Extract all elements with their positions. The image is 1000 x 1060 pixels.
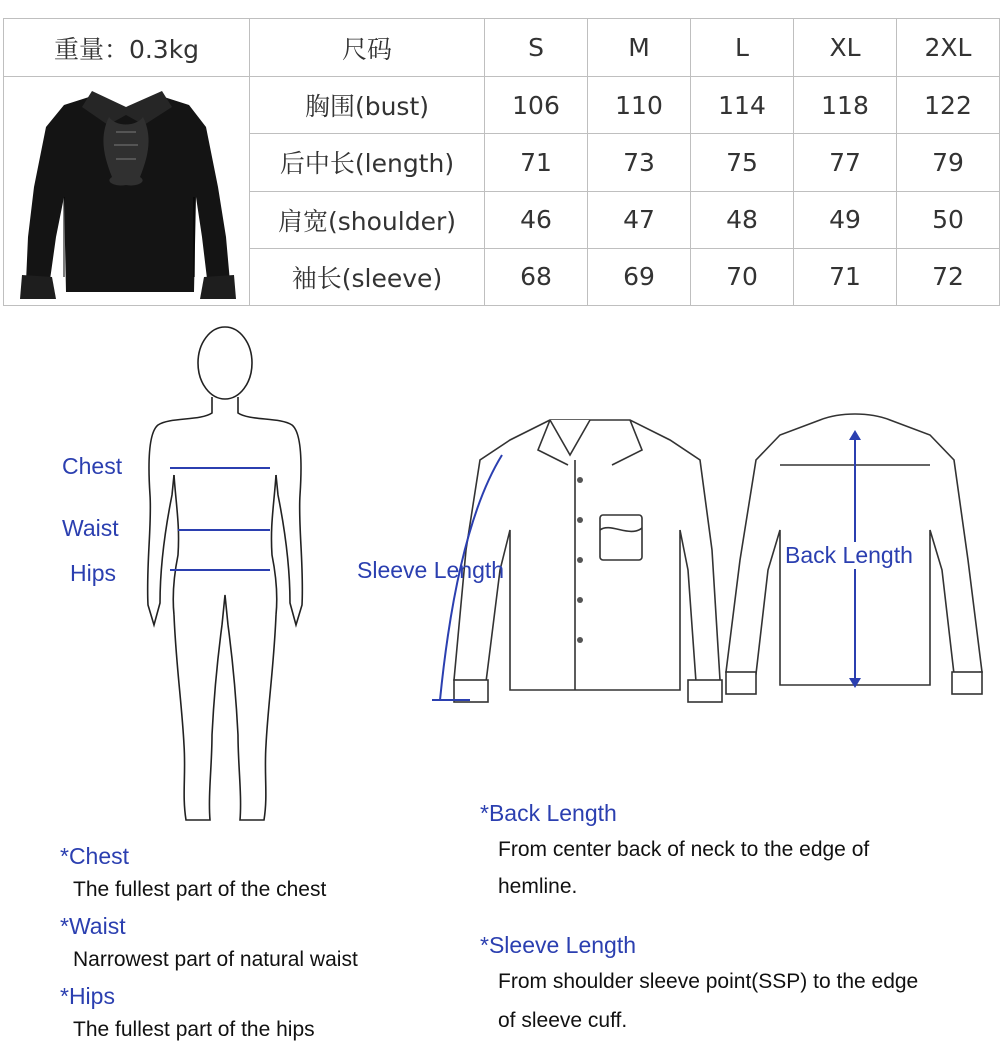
size-col-header: XL — [794, 19, 897, 77]
cell-value: 77 — [794, 134, 897, 191]
chest-label: Chest — [62, 453, 123, 479]
cell-value: 68 — [485, 248, 588, 305]
body-outline-figure — [130, 325, 320, 825]
cell-value: 48 — [691, 191, 794, 248]
sleeve-length-label: Sleeve Length — [357, 557, 505, 583]
size-col-header: S — [485, 19, 588, 77]
size-header: 尺码 — [250, 19, 485, 77]
sleeve-length-definition-text-2: of sleeve cuff. — [498, 1009, 628, 1032]
row-label: 后中长(length) — [250, 134, 485, 191]
table-row — [4, 77, 1000, 134]
shirt-photo — [4, 77, 250, 306]
back-length-label: Back Length — [785, 542, 913, 568]
waist-definition-title: *Waist — [60, 913, 126, 939]
cell-value: 70 — [691, 248, 794, 305]
cell-value: 114 — [691, 77, 794, 134]
sleeve-length-definition-text-1: From shoulder sleeve point(SSP) to the edge — [498, 970, 919, 993]
cell-value: 110 — [588, 77, 691, 134]
cell-value: 79 — [897, 134, 1000, 191]
cell-value: 75 — [691, 134, 794, 191]
size-table — [3, 18, 999, 303]
chest-definition-text: The fullest part of the chest — [73, 878, 327, 901]
back-length-definition-text-2: hemline. — [498, 875, 578, 898]
chest-definition-title: *Chest — [60, 843, 130, 869]
row-label: 胸围(bust) — [250, 77, 485, 134]
hips-label: Hips — [70, 560, 117, 586]
table-header-row — [4, 19, 1000, 77]
row-label: 肩宽(shoulder) — [250, 191, 485, 248]
cell-value: 50 — [897, 191, 1000, 248]
cell-value: 69 — [588, 248, 691, 305]
back-length-definition-text-1: From center back of neck to the edge of — [498, 838, 870, 861]
shirt-photo-icon — [4, 77, 250, 305]
cell-value: 122 — [897, 77, 1000, 134]
cell-value: 71 — [794, 248, 897, 305]
cell-value: 118 — [794, 77, 897, 134]
cell-value: 49 — [794, 191, 897, 248]
cell-value: 106 — [485, 77, 588, 134]
size-col-header: 2XL — [897, 19, 1000, 77]
cell-value: 46 — [485, 191, 588, 248]
cell-value: 71 — [485, 134, 588, 191]
waist-label: Waist — [62, 515, 119, 541]
sleeve-length-definition-title: *Sleeve Length — [480, 932, 637, 958]
cell-value: 72 — [897, 248, 1000, 305]
cell-value: 47 — [588, 191, 691, 248]
size-col-header: M — [588, 19, 691, 77]
weight-label: 重量：0.3kg — [4, 19, 250, 77]
cell-value: 73 — [588, 134, 691, 191]
hips-definition-text: The fullest part of the hips — [73, 1018, 315, 1041]
size-col-header: L — [691, 19, 794, 77]
hips-definition-title: *Hips — [60, 983, 115, 1009]
back-length-definition-title: *Back Length — [480, 800, 617, 826]
row-label: 袖长(sleeve) — [250, 248, 485, 305]
waist-definition-text: Narrowest part of natural waist — [73, 948, 358, 971]
